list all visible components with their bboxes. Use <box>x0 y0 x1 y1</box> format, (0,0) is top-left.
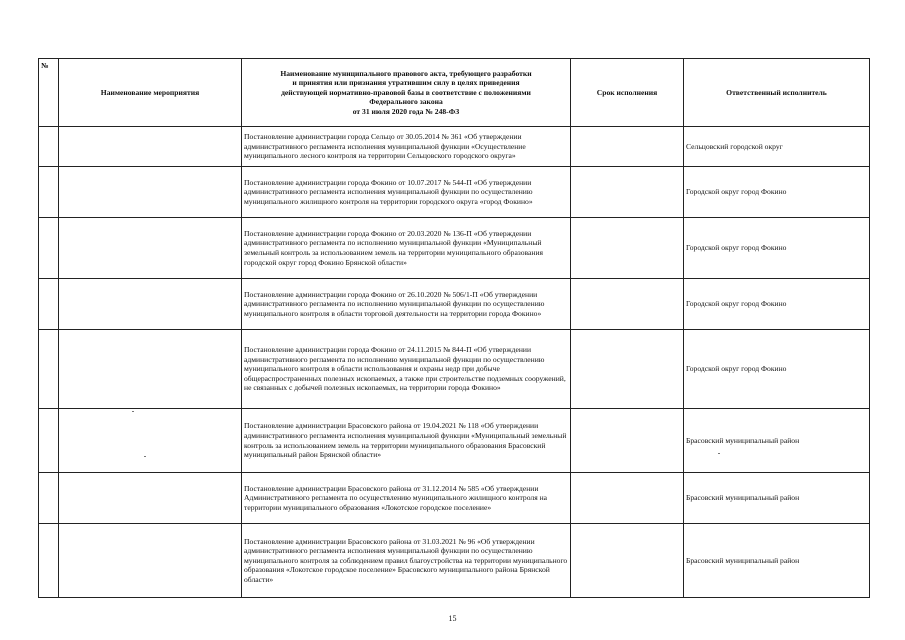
activity-cell <box>59 127 242 167</box>
legal-act-header-line: от 31 июля 2020 года № 248-ФЗ <box>352 106 460 116</box>
activity-cell <box>59 330 242 409</box>
number-cell <box>39 127 59 167</box>
column-header-number: № <box>39 59 59 127</box>
legal-act-header-line: и принятия или признания утратившим силу в целях приведения <box>292 78 520 88</box>
activity-cell <box>59 279 242 330</box>
legal-act-cell: Постановление администрации города Фокино от 10.07.2017 № 544-П «Об утверждении административного регламента исполнения муниципальной функции по осуществлению муниципального жилищного контроля на территории городского округа «город Фокино» <box>242 167 571 218</box>
deadline-cell <box>571 330 684 409</box>
legal-act-cell: Постановление администрации Брасовского района от 31.12.2014 № 585 «Об утверждении Административного регламента по осуществлению муниципального жилищного контроля на территории муниципального образования «Локотское городское поселение» <box>242 473 571 524</box>
number-cell <box>39 279 59 330</box>
executor-cell: Городской округ город Фокино <box>684 218 870 279</box>
number-cell <box>39 330 59 409</box>
deadline-cell <box>571 218 684 279</box>
legal-act-header-line: Федерального закона <box>369 97 443 107</box>
legal-act-header-line: действующей нормативно-правовой базы в соответствие с положениями <box>281 87 531 97</box>
table-row <box>39 409 870 473</box>
activity-cell <box>59 473 242 524</box>
activity-cell <box>59 167 242 218</box>
table-row <box>39 167 870 218</box>
executor-cell: Брасовский муниципальный район <box>684 409 870 473</box>
table-row <box>39 279 870 330</box>
page-number: 15 <box>448 614 457 623</box>
executor-cell: Городской округ город Фокино <box>684 279 870 330</box>
column-header-executor: Ответственный исполнитель <box>684 59 870 127</box>
table-row <box>39 218 870 279</box>
number-cell <box>39 524 59 598</box>
table-header-row <box>39 59 870 127</box>
activity-cell <box>59 524 242 598</box>
legal-act-cell: Постановление администрации города Сельцо от 30.05.2014 № 361 «Об утверждении административного регламента исполнения муниципальной функции «Осуществление муниципального лесного контроля на территории Сельцовского городского округа» <box>242 127 571 167</box>
deadline-cell <box>571 167 684 218</box>
table-row <box>39 330 870 409</box>
deadline-cell <box>571 279 684 330</box>
activity-cell <box>59 218 242 279</box>
legal-act-cell: Постановление администрации города Фокино от 26.10.2020 № 506/1-П «Об утверждении административного регламента по исполнению муниципальной функции по осуществлению муниципального контроля в области торговой деятельности на территории города Фокино» <box>242 279 571 330</box>
legal-act-cell: Постановление администрации города Фокино от 24.11.2015 № 844-П «Об утверждении административного регламента по исполнению муниципальной функции по осуществлению муниципального контроля в области использования и охраны недр при добыче общераспространенных полезных ископаемых, а также при строительстве подземных сооружений, не связанных с добычей полезных ископаемых, на территории города Фокино» <box>242 330 571 409</box>
column-header-legal-act <box>242 59 571 127</box>
deadline-cell <box>571 127 684 167</box>
table-row <box>39 473 870 524</box>
deadline-cell <box>571 524 684 598</box>
executor-cell: Городской округ город Фокино <box>684 330 870 409</box>
scan-speck <box>144 456 146 457</box>
column-header-activity: Наименование мероприятия <box>59 59 242 127</box>
scan-speck <box>718 453 720 454</box>
executor-cell: Городской округ город Фокино <box>684 167 870 218</box>
deadline-cell <box>571 473 684 524</box>
number-cell <box>39 473 59 524</box>
legal-act-cell: Постановление администрации Брасовского района от 31.03.2021 № 96 «Об утверждении административного регламента исполнения муниципальной функции по осуществлению муниципального контроля за соблюдением правил благоустройства на территории муниципального образования «Локотское городское поселение» Брасовского муниципального района Брянской области» <box>242 524 571 598</box>
table-row <box>39 524 870 598</box>
plan-table <box>38 58 870 598</box>
number-cell <box>39 218 59 279</box>
legal-act-header-line: Наименование муниципального правового акта, требующего разработки <box>280 68 532 78</box>
executor-cell: Брасовский муниципальный район <box>684 473 870 524</box>
executor-cell: Сельцовский городской округ <box>684 127 870 167</box>
deadline-cell <box>571 409 684 473</box>
legal-act-cell: Постановление администрации Брасовского района от 19.04.2021 № 118 «Об утверждении административного регламента исполнения муниципальной функции «Муниципальный земельный контроль за использованием земель на территории муниципального образования Брасовский муниципальный район Брянской области» <box>242 409 571 473</box>
executor-cell: Брасовский муниципальный район <box>684 524 870 598</box>
table-row <box>39 127 870 167</box>
legal-act-cell: Постановление администрации города Фокино от 20.03.2020 № 136-П «Об утверждении административного регламента по исполнению муниципальной функции «Муниципальный земельный контроль за использованием земель на территории муниципального образования городской округ город Фокино Брянской области» <box>242 218 571 279</box>
number-cell <box>39 409 59 473</box>
activity-cell <box>59 409 242 473</box>
column-header-deadline: Срок исполнения <box>571 59 684 127</box>
scan-speck <box>132 411 134 412</box>
number-cell <box>39 167 59 218</box>
